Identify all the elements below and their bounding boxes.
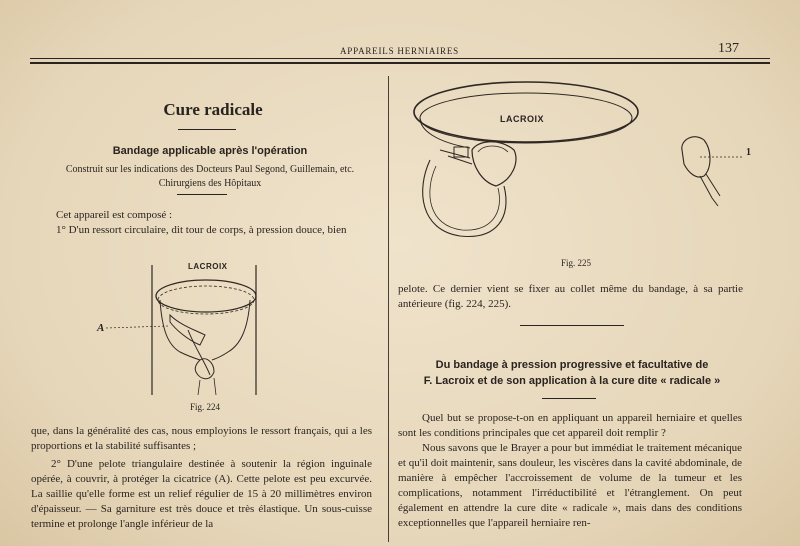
paragraph-pelote-fin: pelote. Ce dernier vient se fixer au collet même du bandage, à sa partie antérieure (fig. 224, 225). (398, 283, 743, 310)
page-number: 137 (718, 41, 739, 56)
chapter-title-line-1: Du bandage à pression progressive et facultative de (435, 359, 709, 371)
credit-line-1: Construit sur les indications des Docteurs Paul Segond, Guillemain, etc. (65, 164, 355, 175)
figure-224-brand-label: LACROIX (188, 262, 228, 271)
figure-225-brand-label: LACROIX (500, 114, 544, 124)
subtitle: Bandage applicable après l'opération (112, 145, 308, 157)
paragraph-question: Quel but se propose-t-on en appliquant un appareil herniaire et quelles sont les conditions principales que cet appareil doit remplir ? (398, 412, 742, 439)
chapter-title-line-2: F. Lacroix et de son application à la cure dite « radicale » (423, 375, 721, 387)
right-separator-rule (520, 325, 624, 326)
paragraph-intro-line-1: Cet appareil est composé : (56, 209, 173, 221)
figure-225-caption: Fig. 225 (560, 258, 591, 268)
paragraph-ressort: que, dans la généralité des cas, nous employions le ressort français, qui a les proportions et la stabilité suffisantes ; (31, 425, 372, 452)
credit-line-2: Chirurgiens des Hôpitaux (158, 178, 262, 189)
paragraph-intro-line-2: 1° D'un ressort circulaire, dit tour de corps, à pression douce, bien (56, 224, 347, 236)
chapter-title-rule (542, 398, 596, 399)
section-title: Cure radicale (163, 100, 263, 119)
running-title: APPAREILS HERNIAIRES (340, 46, 459, 56)
chapter-title (404, 357, 740, 389)
paragraph-pelote: 2° D'une pelote triangulaire destinée à soutenir la région inguinale opérée, à couvrir, à protéger la cicatrice (A). Cette pelote est peu excurvée. La saillie qu'elle forme est un relief régulier de 15 à 20 millimètres environ d'épaisseur. — Sa garniture est très douce et très élastique. Un sous-cuisse termine et prolonge l'angle inférieur de la (31, 458, 372, 530)
figure-225-pointer-label: 1 (746, 147, 751, 158)
figure-224-caption: Fig. 224 (189, 402, 220, 412)
figure-224-pointer-label: A (97, 322, 105, 334)
paragraph-brayer: Nous savons que le Brayer a pour but immédiat le traitement mécanique et qu'il doit maintenir, sans douleur, les viscères dans la cavité abdominale, de manière à empêcher l'accroissement de volume de la tumeur et les complications, notamment l'irréductibilité et l'étranglement. On peut également en attendre la cure dite « radicale », mais dans des conditions exceptionnelles que l'appareil herniaire ren- (398, 442, 742, 529)
